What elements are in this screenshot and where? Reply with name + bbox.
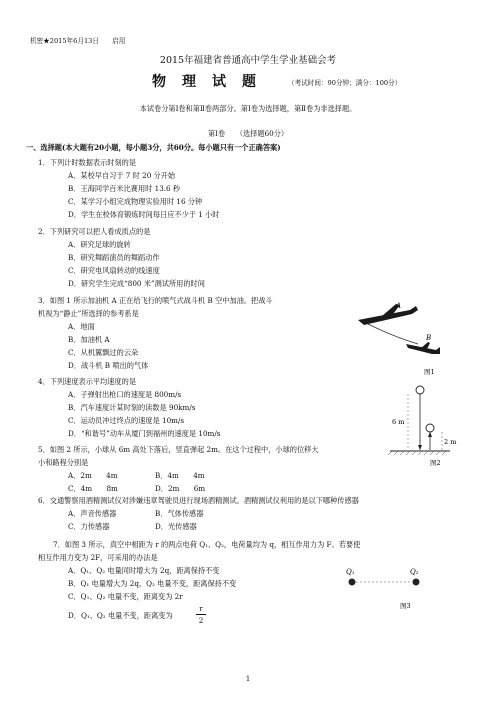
figure-1-caption: 图1 [424,368,435,376]
question-7-option-a: A．Q₁、Q₂ 电量同时增大为 2q，距离保持不变 [68,566,220,575]
rise-arrow [428,432,432,437]
exam-info: （考试时间：90分钟；满分：100分） [288,79,402,87]
subject-title: 物 理 试 题 [152,74,257,90]
ball-bounce [426,424,434,432]
figure-1-aircraft [352,292,444,378]
confidential-note: 机密★2015年6月13日 启用 [30,37,126,45]
figure-1-label-b: B [426,334,432,342]
figure-2-label-2m: 2 m [444,438,457,446]
question-1-option-d: D．学生在校体育锻炼时间每日应不少于 1 小时 [68,210,220,219]
question-1-option-c: C．某学习小组完成物理实验用时 16 分钟 [68,197,203,206]
question-3-option-a: A．地面 [68,322,95,331]
figure-3-label-q1: Q₁ [346,568,355,576]
question-4-option-c: C．运动员冲过终点的速度是 10m/s [68,416,185,425]
question-5-stem-line2: 小和路程分别是 [38,458,89,467]
fraction-denominator: 2 [198,616,204,625]
question-5-option-a: A．2m 4m [68,471,118,480]
question-5-option-d: D．2m 6m [155,484,206,493]
question-5-option-c: C．4m 8m [68,484,118,493]
figure-3-label-q2: Q₂ [410,568,419,576]
question-3-option-b: B．加油机 A [68,335,110,344]
figure-2-bounce [378,382,458,468]
fraction-numerator: r [199,604,203,613]
exam-title: 2015年福建省普通高中学生学业基础会考 [159,55,337,66]
fall-arrow [418,445,422,450]
question-6-stem: 6．交通警察用酒精测试仪对涉嫌违章驾驶员进行现场酒精测试。酒精测试仪利用的是以下哪种传感器 [38,496,359,505]
question-6-option-b: B．气体传感器 [155,509,204,518]
question-2-option-a: A．研究足球的旋转 [68,240,131,249]
question-3-option-c: C．从机翼飘过的云朵 [68,348,139,357]
question-1-stem: 1．下列计时数据表示时刻的是 [38,158,137,167]
question-7-option-d: D．Q₁、Q₂ 电量不变，距离变为 [68,611,173,620]
question-6-option-a: A．声音传感器 [68,509,117,518]
question-7-option-c: C．Q₁、Q₂ 电量不变，距离变为 2r [68,592,183,601]
part-one-title: 第Ⅰ卷 （选择题60分） [207,129,289,138]
charge-q2 [413,579,420,586]
question-4-option-b: B．汽车速度计某时刻的读数是 90km/s [68,403,196,412]
ground-hatching [388,451,446,455]
question-2-option-c: C．研究电风扇转动的线速度 [68,266,160,275]
section-header: 一、选择题(本大题有20小题，每小题3分，共60分。每小题只有一个正确答案) [26,143,281,152]
charge-q1 [349,579,356,586]
question-2-option-b: B．研究舞蹈演员的舞蹈动作 [68,253,160,262]
question-7-stem-line2: 相互作用力变为 2F，可采用的办法是 [38,553,158,562]
question-5-stem-line1: 5．如图 2 所示，小球从 6m 高处下落后，竖直弹起 2m。在这个过程中，小球的位移大 [38,445,319,454]
question-4-stem: 4．下列速度表示平均速度的是 [38,377,137,386]
question-3-option-d: D．战斗机 B 喷出的气体 [68,361,149,370]
page-number: 1 [245,674,251,683]
question-4-option-a: A．子弹射出枪口的速度是 800m/s [68,390,182,399]
question-2-option-d: D．研究学生完成“800 米”测试所用的时间 [68,279,205,288]
paper-intro: 本试卷分第Ⅰ卷和第Ⅱ卷两部分。第Ⅰ卷为选择题，第Ⅱ卷为非选择题。 [139,104,357,113]
question-3-stem-line1: 3．如图 1 所示加油机 A 正在给飞行的喷气式战斗机 B 空中加油。把战斗 [38,296,273,305]
question-5-option-b: B．4m 4m [155,471,205,480]
ball-top [416,386,424,394]
question-1-option-b: B．王海同学百米比赛用时 13.6 秒 [68,184,181,193]
fraction-bar [196,614,206,615]
question-7-option-b: B．Q₁ 电量增大为 2q，Q₂ 电量不变，距离保持不变 [68,579,237,588]
question-7-stem-line1: 7．如图 3 所示，真空中相距为 r 的两点电荷 Q₁、Q₂，电荷量均为 q，相互作用力为 F。若要使 [53,540,361,549]
question-1-option-a: A．某校早自习于 7 时 20 分开始 [68,171,176,180]
question-6-option-c: C．力传感器 [68,522,110,531]
figure-2-caption: 图2 [430,459,441,467]
question-6-option-d: D．光传感器 [155,522,197,531]
refuel-hose [368,324,418,344]
question-3-stem-line2: 机视为“静止”所选择的参考系是 [38,309,139,318]
figure-1-label-a: A [396,302,402,310]
question-4-option-d: D．“和谐号”动车从厦门到福州的速度是 10m/s [68,429,221,438]
question-2-stem: 2．下列研究可以把人看成质点的是 [38,227,151,236]
figure-3-charges [342,566,438,614]
figure-3-caption: 图3 [400,602,411,610]
figure-2-label-6m: 6 m [392,418,405,426]
